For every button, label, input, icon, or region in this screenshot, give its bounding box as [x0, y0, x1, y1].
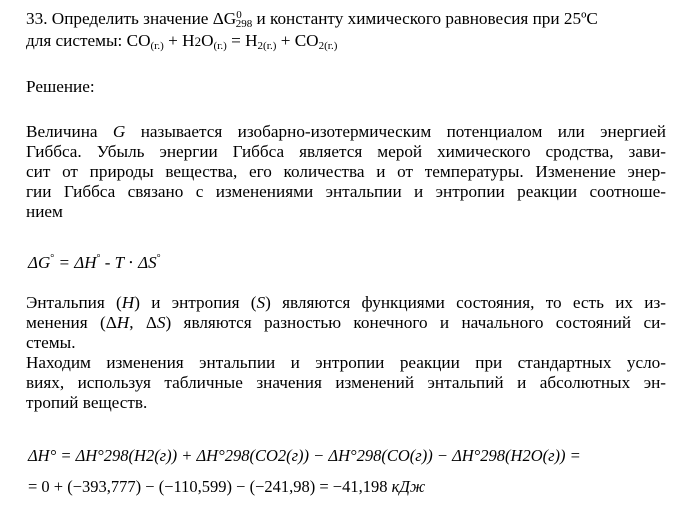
- paragraph3-line1: Находим изменения энтальпии и энтропии реакции при стандартных усло-: [26, 353, 666, 372]
- h2o-state: (г.): [213, 40, 227, 52]
- enthalpy-formula-line1: ΔH° = ΔH°298(H2(г)) + ΔH°298(CO2(г)) − ΔH°298(CO(г)) − ΔH°298(H2O(г)) =: [28, 446, 581, 465]
- enthalpy-calc: = 0 + (−393,777) − (−110,599) − (−241,98) = −41,198: [28, 477, 392, 496]
- delta-g-symbol: ΔG: [212, 9, 237, 28]
- h2-index: 2: [194, 34, 202, 49]
- oxygen: O: [201, 31, 214, 50]
- subscript-298: 298: [235, 18, 253, 30]
- paragraph1-line2: Гиббса. Убыль энергии Гиббса является мерой химического сродства, зави-: [26, 142, 666, 161]
- h2-state: 2(г.): [257, 40, 277, 52]
- enthalpy-formula-line2: [28, 477, 425, 497]
- formula1-eq: = ΔH: [54, 253, 97, 272]
- co2-state: 2(г.): [318, 40, 338, 52]
- formula1-deg2: °: [96, 253, 101, 264]
- co-state: (г.): [150, 40, 164, 52]
- superscript-zero: 0: [236, 9, 242, 21]
- reaction-system: [26, 31, 337, 52]
- equals-h: = H: [226, 31, 258, 50]
- paragraph1-line5: нием: [26, 202, 63, 221]
- system-prefix: для системы: CO: [26, 31, 151, 50]
- title-rest: и константу химического равновесия при 25ºС: [252, 9, 598, 28]
- formula1-minus: - T ⋅ ΔS: [100, 253, 157, 272]
- paragraph2-line1: Энтальпия (H) и энтропия (S) являются функциями состояния, то есть их из-: [26, 293, 666, 312]
- paragraph1-line4: гии Гиббса связано с изменениями энтальпии и энтропии реакции соотноше-: [26, 182, 666, 201]
- paragraph3-line2: виях, используя табличные значения изменений энтальпий и абсолютных эн-: [26, 373, 666, 392]
- gibbs-formula: [28, 253, 161, 273]
- paragraph2-line2: менения (ΔH, ΔS) являются разностью конечного и начального состояний си-: [26, 313, 666, 332]
- formula1-deg1: °: [50, 253, 55, 264]
- paragraph2-line3: стемы.: [26, 333, 76, 352]
- problem-number: 33. Определить значение: [26, 9, 213, 28]
- formula1-deg3: °: [156, 253, 161, 264]
- plus-co: + CO: [276, 31, 319, 50]
- p1-text-1: Величина G называется изобарно-изотермическим потенциалом или энергией: [26, 122, 666, 141]
- plus-h: + H: [163, 31, 195, 50]
- paragraph1-line3: сит от природы вещества, его количества и от температуры. Изменение энер-: [26, 162, 666, 181]
- solution-label: Решение:: [26, 77, 95, 96]
- enthalpy-unit: кДж: [391, 477, 426, 496]
- formula1-dg: ΔG: [28, 253, 51, 272]
- paragraph3-line3: тропий веществ.: [26, 393, 148, 412]
- problem-title: [26, 9, 598, 29]
- paragraph1-line1: [26, 122, 666, 142]
